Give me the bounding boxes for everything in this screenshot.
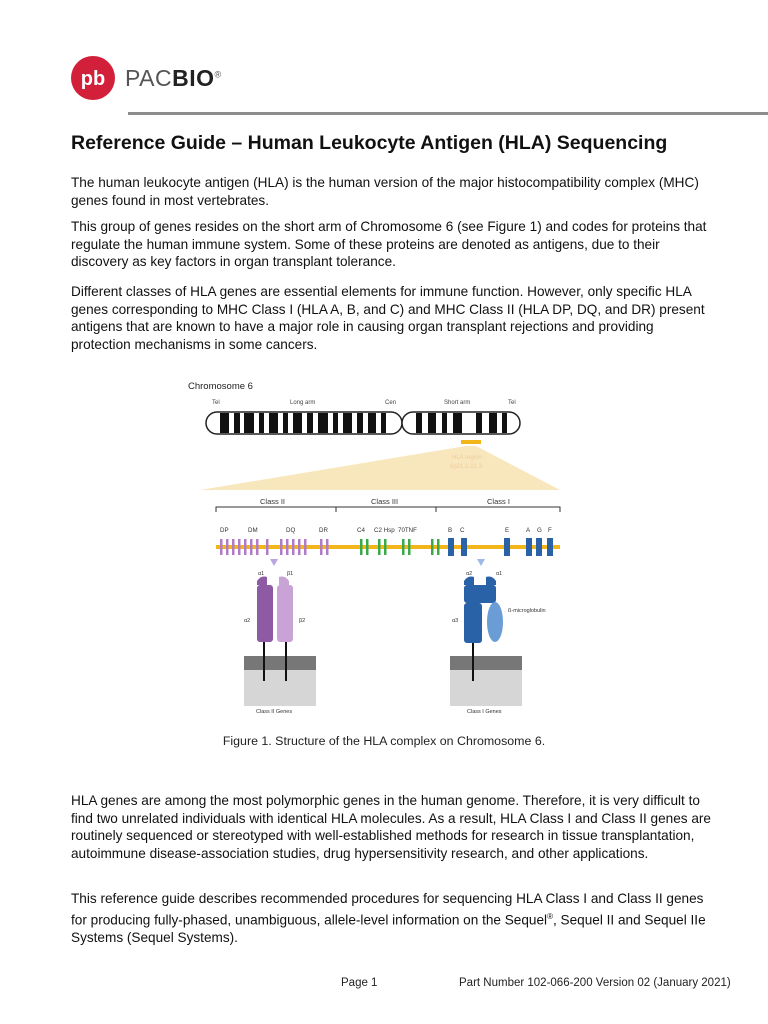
page-title: Reference Guide – Human Leukocyte Antigen (HLA) Sequencing xyxy=(71,132,668,154)
class-ii-genes-label: Class II Genes xyxy=(256,709,293,715)
chromosome-title: Chromosome 6 xyxy=(188,381,253,392)
class-ii-beta1-label: β1 xyxy=(287,571,294,577)
b2-microglobulin-label: ß-microglobulin xyxy=(508,608,546,614)
gene-label-dr: DR xyxy=(319,527,328,534)
gene-label-c4: C4 xyxy=(357,527,365,534)
brand-name xyxy=(125,65,222,92)
brand-registered: ® xyxy=(214,68,222,79)
zoom-highlight xyxy=(200,446,560,490)
class-ii-label: Class II xyxy=(260,497,286,506)
hla-region-marker xyxy=(461,440,481,444)
scope-paragraph xyxy=(71,890,711,946)
brand-name-light: PAC xyxy=(125,64,173,91)
gene-label-dm: DM xyxy=(248,527,258,534)
class-ii-alpha2-label: α2 xyxy=(244,618,251,624)
class-ii-molecule xyxy=(244,571,316,715)
long-arm-label: Long arm xyxy=(290,400,316,406)
sequel-registered: ® xyxy=(547,911,553,921)
gene-label-f: F xyxy=(548,527,552,534)
location-paragraph: This group of genes resides on the short arm of Chromosome 6 (see Figure 1) and codes for proteins that regulate the human immune system. Some of these proteins are denoted as antigens, due to their discovery as key factors in organ transplant tolerance. xyxy=(71,219,707,270)
class-i-label: Class I xyxy=(487,497,510,506)
class-i-molecule xyxy=(450,571,546,715)
gene-label-b: B xyxy=(448,527,453,534)
class-ii-beta2-label: β2 xyxy=(299,618,306,624)
class-ii-arrow-icon xyxy=(270,559,278,566)
tel-left-label: Tel xyxy=(212,400,220,406)
class-i-alpha2-label: α2 xyxy=(466,571,473,577)
svg-text:pb: pb xyxy=(80,68,106,90)
cen-label: Cen xyxy=(385,400,397,406)
short-arm-label: Short arm xyxy=(444,400,471,406)
polymorphism-paragraph: HLA genes are among the most polymorphic genes in the human genome. Therefore, it is very difficult to find two unrelated individuals with identical HLA molecules. As a result, HLA Class I and Class II genes are routinely sequenced or stereotyped with well-established methods for research in tissue transplantation, autoimmune disease-association studies, drug hypersensitivity research, and other applications. xyxy=(71,793,711,861)
figure-caption: Figure 1. Structure of the HLA complex on Chromosome 6. xyxy=(222,734,546,748)
pacbio-logo-icon xyxy=(71,56,115,100)
gene-label-c: C xyxy=(460,527,465,534)
intro-paragraph: The human leukocyte antigen (HLA) is the human version of the major histocompatibility complex (MHC) genes found in most vertebrates. xyxy=(71,175,699,208)
gene-label-c2-hsp: C2 Hsp xyxy=(374,527,395,534)
header-divider xyxy=(128,112,768,115)
hla-figure xyxy=(180,376,580,716)
gene-label-g: G xyxy=(537,527,542,534)
class-brackets xyxy=(216,507,560,512)
class-i-genes-label: Class I Genes xyxy=(467,709,502,715)
gene-label-tnf: 70TNF xyxy=(398,527,417,534)
page-number: Page 1 xyxy=(341,977,378,989)
class-ii-alpha1-label: α1 xyxy=(258,571,265,577)
gene-label-dq: DQ xyxy=(286,527,296,534)
scope-text-after: , Sequel II and Sequel IIe Systems (Sequel Systems). xyxy=(71,912,706,945)
chromosome-6 xyxy=(206,412,520,434)
gene-label-e: E xyxy=(505,527,510,534)
scope-text-before: This reference guide describes recommended procedures for sequencing HLA Class I and Class II genes for producing fully-phased, unambiguous, allele-level information on the Sequel xyxy=(71,891,704,928)
brand-name-bold: BIO xyxy=(172,64,215,91)
class-iii-label: Class III xyxy=(371,497,399,506)
class-i-alpha1-label: α1 xyxy=(496,571,503,577)
gene-label-dp: DP xyxy=(220,527,229,534)
class-i-alpha3-label: α3 xyxy=(452,618,459,624)
tel-right-label: Tel xyxy=(508,400,516,406)
part-number: Part Number 102-066-200 Version 02 (January 2021) xyxy=(459,977,731,989)
class-i-arrow-icon xyxy=(477,559,485,566)
classes-paragraph: Different classes of HLA genes are essential elements for immune function. However, only specific HLA genes corresponding to MHC Class I (HLA A, B, and C) and MHC Class II (HLA DP, DQ, and DR) present antigens that are known to have a major role in causing organ transplant rejections and providing protection mechanisms in some cancers. xyxy=(71,284,705,352)
pacbio-logo xyxy=(71,55,222,101)
gene-label-a: A xyxy=(526,527,531,534)
